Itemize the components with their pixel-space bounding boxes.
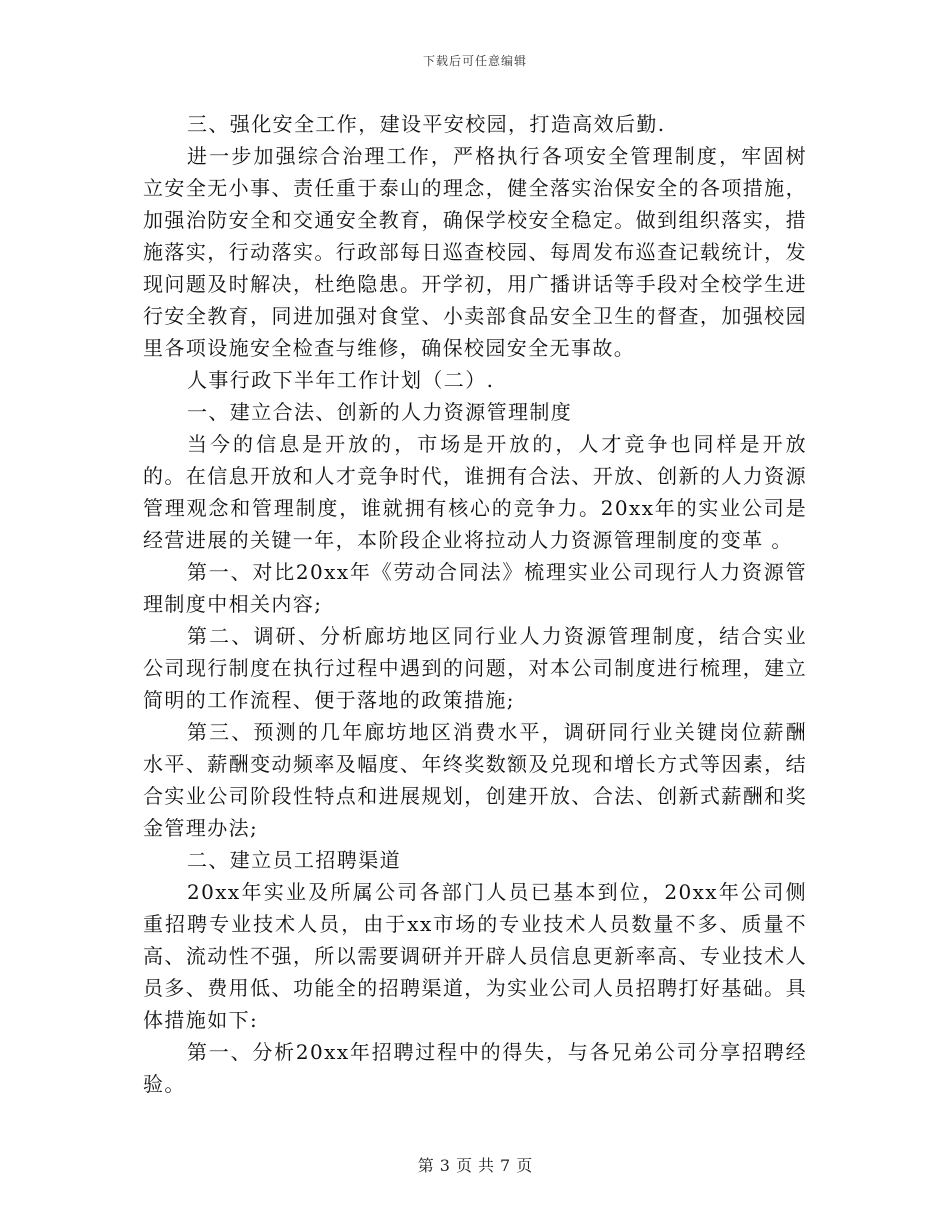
page-total-prefix: 共 [478,1156,495,1175]
page-header-note: 下载后可任意编辑 [422,54,527,68]
paragraph-recruitment-item-1: 第一、分析20xx年招聘过程中的得失，与各兄弟公司分享招聘经验。 [143,1040,807,1096]
paragraph-safety-measures: 进一步加强综合治理工作，严格执行各项安全管理制度，牢固树立安全无小事、责任重于泰山的理念，健全落实治保安全的各项措施，加强治防安全和交通安全教育，确保学校安全稳定。做到组织落实，措施落实，行动落实。行政部每日巡查校园、每周发布巡查记载统计，发现问题及时解决，杜绝隐患。开学初，用广播讲话等手段对全校学生进行安全教育，同进加强对食堂、小卖部食品安全卫生的督查，加强校园里各项设施安全检查与维修，确保校园安全无事故。 [143,144,807,360]
page-label-suffix: 页 [516,1156,533,1175]
paragraph-item-1: 第一、对比20xx年《劳动合同法》梳理实业公司现行人力资源管理制度中相关内容; [143,560,807,616]
section-heading-recruitment: 二、建立员工招聘渠道 [187,848,401,872]
document-body [143,108,807,1100]
page-label-mid: 页 [455,1156,472,1175]
page-label-prefix: 第 [417,1156,434,1175]
paragraph-recruitment-intro: 20xx年实业及所属公司各部门人员已基本到位，20xx年公司侧重招聘专业技术人员，由于xx市场的专业技术人员数量不多、质量不高、流动性不强，所以需要调研并开辟人员信息更新率高、专业技术人员多、费用低、功能全的招聘渠道，为实业公司人员招聘打好基础。具体措施如下: [143,880,807,1032]
total-pages-number: 7 [500,1156,511,1175]
page-footer [0,1153,950,1176]
document-subtitle: 人事行政下半年工作计划（二）. [187,368,495,392]
current-page-number: 3 [439,1156,450,1175]
section-heading-safety: 三、强化安全工作，建设平安校园，打造高效后勤. [187,112,666,136]
section-heading-hr-system: 一、建立合法、创新的人力资源管理制度 [187,400,573,424]
paragraph-item-2: 第二、调研、分析廊坊地区同行业人力资源管理制度，结合实业公司现行制度在执行过程中遇到的问题，对本公司制度进行梳理，建立简明的工作流程、便于落地的政策措施; [143,624,807,712]
paragraph-item-3: 第三、预测的几年廊坊地区消费水平，调研同行业关键岗位薪酬水平、薪酬变动频率及幅度、年终奖数额及兑现和增长方式等因素，结合实业公司阶段性特点和进展规划，创建开放、合法、创新式薪酬和奖金管理办法; [143,720,807,840]
paragraph-hr-intro: 当今的信息是开放的，市场是开放的，人才竞争也同样是开放的。在信息开放和人才竞争时代，谁拥有合法、开放、创新的人力资源管理观念和管理制度，谁就拥有核心的竞争力。20xx年的实业公司是经营进展的关键一年，本阶段企业将拉动人力资源管理制度的变革 。 [143,432,807,552]
